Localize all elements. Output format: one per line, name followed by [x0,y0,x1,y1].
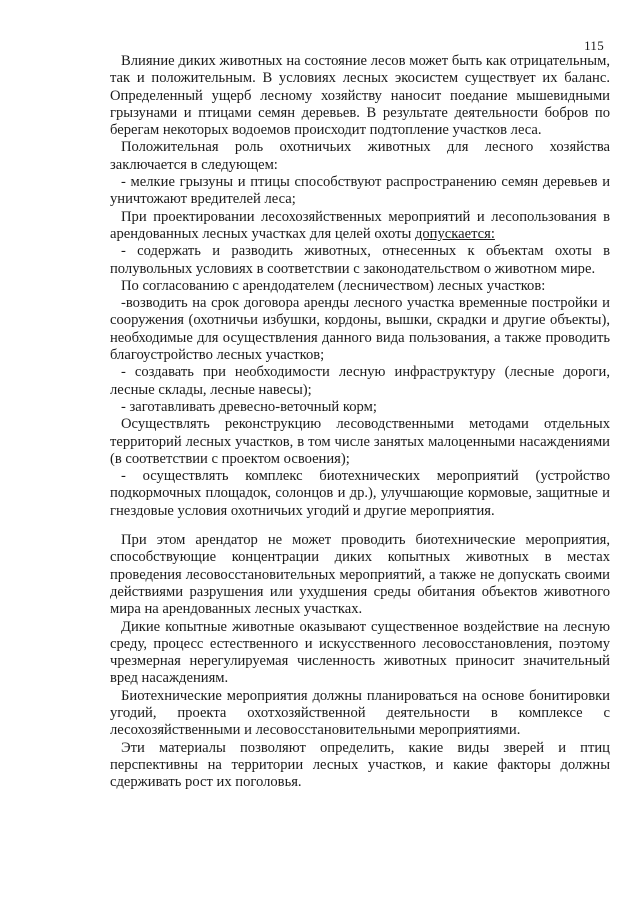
paragraph-forage: - заготавливать древесно-веточный корм; [121,398,377,415]
paragraph-ungulates: Дикие копытные животные оказывают существенное воздействие на лесную среду, процесс естественного и искусственного лесовосстановления, поэтому чрезмерная нерегулируемая численность животных приносит значительный вред насаждениям. [110,618,610,687]
body-text [110,53,610,791]
paragraph-rodents-birds: - мелкие грызуны и птицы способствуют распространению семян деревьев и уничтожают вредителей леса; [110,174,610,208]
paragraph-positive-role: Положительная роль охотничьих животных для лесного хозяйства заключается в следующем: [110,139,610,173]
paragraph-temporary-buildings: -возводить на срок договора аренды лесного участка временные постройки и сооружения (охотничьи избушки, кордоны, вышки, скрадки и другие объекты), необходимые для осуществления данного вида пользования, а также проводить благоустройство лесных участков; [110,295,610,364]
paragraph-wildlife-impact: Влияние диких животных на состояние лесов может быть как отрицательным, так и положительным. В условиях лесных экосистем существует их баланс. Определенный ущерб лесному хозяйству наносит поедание мышевидными грызунами и птицами семян деревьев. В результате деятельности бобров по берегам некоторых водоемов происходит подтопление участков леса. [110,53,610,139]
paragraph-tenant-restrictions: При этом арендатор не может проводить биотехнические мероприятия, способствующие концентрации диких копытных животных в местах проведения лесовосстановительных мероприятий, а также не допускать своими действиями разрушения или ухудшения среды обитания объектов животного мира на арендованных лесных участках. [110,532,610,618]
paragraph-materials: Эти материалы позволяют определить, какие виды зверей и птиц перспективны на территории лесных участков, и какие факторы должны сдерживать рост их поголовья. [110,739,610,791]
paragraph-reconstruction: Осуществлять реконструкцию лесоводственными методами отдельных территорий лесных участков, в том числе занятых малоценными насаждениями (в соответствии с проектом освоения); [110,416,610,467]
page-number: 115 [584,38,604,53]
paragraph-planning: Биотехнические мероприятия должны планироваться на основе бонитировки угодий, проекта охотхозяйственной деятельности в комплексе с лесохозяйственными и лесовосстановительными мероприятиями. [110,687,610,739]
paragraph-design-allowed [110,209,610,244]
paragraph-breeding: - содержать и разводить животных, отнесенных к объектам охоты в полувольных условиях в соответствии с законодательством о животном мире. [110,243,610,277]
underlined-allowed: допускается: [414,225,495,242]
paragraph-infrastructure: - создавать при необходимости лесную инфраструктуру (лесные дороги, лесные склады, лесные навесы); [110,364,610,398]
paragraph-agreement: По согласованию с арендодателем (лесничеством) лесных участков: [121,277,546,294]
paragraph-biotechnical-complex: - осуществлять комплекс биотехнических мероприятий (устройство подкормочных площадок, солонцов и др.), улучшающие кормовые, защитные и гнездовые условия охотничьих угодий и другие мероприятия. [110,468,610,519]
paragraph-design-allowed-text: При проектировании лесохозяйственных мероприятий и лесопользования в арендованных лесных участках для целей охоты [110,208,610,242]
